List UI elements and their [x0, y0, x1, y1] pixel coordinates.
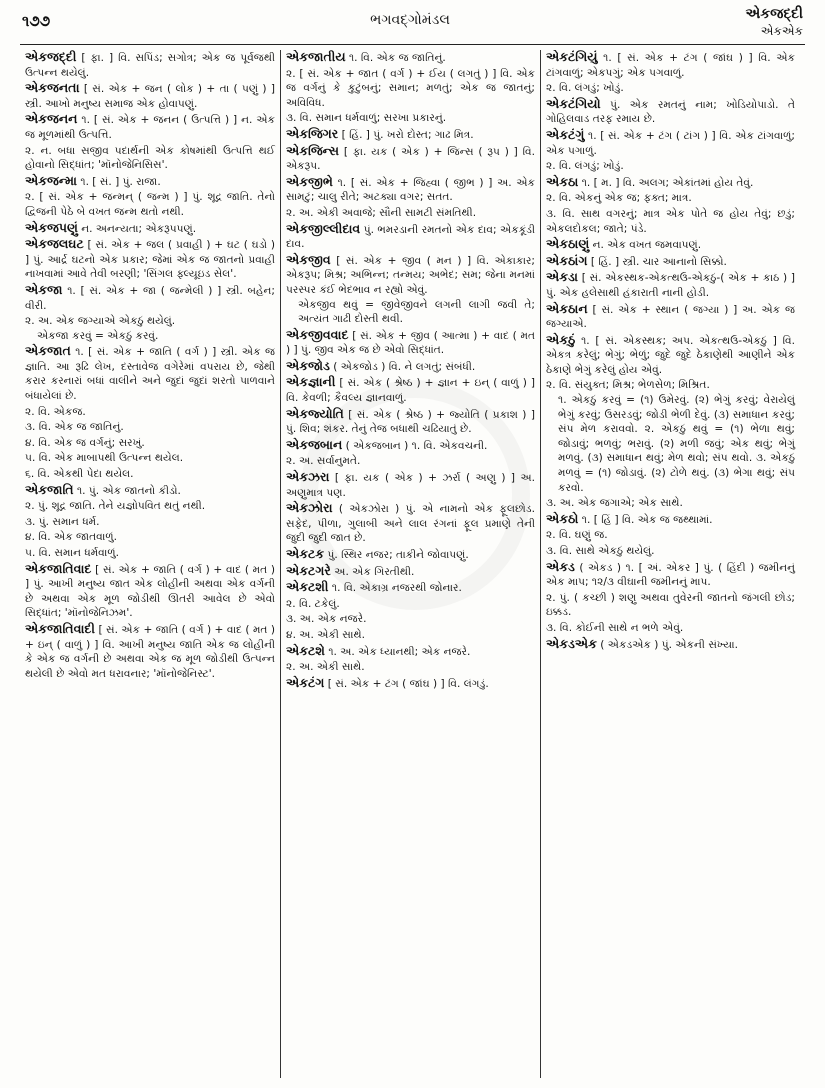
definition: પું. એક રમતનું નામ; ખોડિયોપાડો. તે ગોહિલવાડ તરફ રમાય છે. [546, 98, 795, 126]
dictionary-entry [286, 375, 535, 405]
guide-word-first: એકજદ્દી [745, 6, 803, 22]
dictionary-entry [546, 560, 795, 590]
dictionary-entry [25, 405, 275, 420]
dictionary-entry [25, 112, 275, 142]
headword: એકજાતિ [25, 481, 74, 497]
dictionary-entry [25, 81, 275, 111]
dictionary-entry [546, 270, 795, 300]
dictionary-entry [546, 97, 795, 127]
dictionary-entry [25, 283, 275, 313]
definition: ૨. અ. એકી સાથે. [286, 661, 365, 674]
headword: એકજાતિવાદ [25, 560, 92, 576]
dictionary-entry [25, 546, 275, 561]
headword: એકટશી [286, 579, 329, 595]
definition: [ સં. એક ( શ્રેષ્ઠ ) + જ્યોતિ ( પ્રકાશ ) ] પું. શિવ; શંકર. તેનું તેજ બધાથી ચઢિયાતું છે. [286, 408, 535, 436]
headword: એકજીવ [286, 251, 331, 267]
dictionary-entry [286, 175, 535, 205]
headword: એકજિગર [286, 125, 339, 141]
headword: એકટક [286, 546, 325, 561]
definition: ૧. વિ. એક જ જાતિનું. [348, 52, 446, 64]
page-title: ભગવદ્ગોમંડલ [370, 12, 450, 28]
dictionary-entry [546, 333, 795, 378]
dictionary-entry [546, 378, 795, 495]
guide-words [745, 6, 803, 40]
dictionary-entry [25, 237, 275, 282]
definition: [ સં. એક + જાતિ ( વર્ગ ) + વાદ ( મત ) ] પું. આખી મનુષ્ય જાત એક લોહીની અથવા એક વર્ગની છે અથવા એક મૂળ જોડીથી ઊતરી આવેલ છે એવો સિદ્ધાંત; 'મૉનોજેનિઝમ'. [25, 563, 275, 620]
definition: ૩. પું. સમાન ધર્મ. [25, 515, 100, 528]
definition: ન. એક વખત જમવાપણું. [592, 239, 702, 252]
definition: ૧. [ સં. ] પું. રાજા. [80, 175, 161, 188]
definition: ૩. વિ. સાથે એકઠું થયેલું. [546, 545, 655, 557]
usage-example: એકજીવ થવું = જીવેજીવને લગની લાગી જવી તે; અત્યંત ગાઢી દોસ્તી થવી. [298, 298, 535, 326]
usage-example: ૧. એકઠું કરવું = (૧) ઉમેરવું. (૨) ભેગું કરવું; વેરાયેલું ભેગું કરવું; ઉસરડવું; જોડી ભેળી દેવું. (૩) સમાધાન કરવું; સંપ મેળ કરાવવો. ૨. એકઠું થવું = (૧) ભેળા થવું; જોડાવું; ભળવું; ભરાવું. (૨) મળી જવું; એક થવું; ભેગું મળવું. (૩) સમાધાન થવું; મેળ થવો; સંપ થવો. ૩. એકઠું મળવું = (૧) જોડાવું. (૨) ટોળે થવું. (૩) ભેગા થવું; સંપ કરવો. [558, 394, 795, 494]
headword: એકજાતિવાદી [25, 620, 95, 636]
definition: પું. ભમરડાની રમતનો એક દાવ; એકકૂંડી દાવ. [286, 223, 536, 251]
headword: એકઠાંગ [546, 252, 588, 268]
definition: ૪. વિ. એક જ વર્ગનું; સરખું. [25, 436, 145, 449]
definition: ૪. અ. એકી સાથે. [286, 628, 365, 641]
dictionary-entry [546, 237, 795, 253]
definition: ( એકજબાન ) ૧. વિ. એકવચની. [345, 439, 488, 452]
definition: ૬. વિ. એકથી પેદા થયેલ. [25, 468, 134, 481]
headword: એકઠું [546, 331, 576, 347]
definition: અ. એક ગિરતીથી. [334, 565, 415, 578]
dictionary-entry [286, 644, 535, 660]
headword: એકટગરે [286, 562, 331, 578]
headword: એકટંગું [546, 126, 585, 142]
headword: એકજબાન [286, 436, 343, 452]
page-number: ૧૭૭ [22, 12, 51, 30]
headword: એકડા [546, 269, 578, 285]
dictionary-entry [286, 597, 535, 612]
definition: ( એકડ ) ૧. [ અં. એકર ] પું. ( હિંદી ) જમીનનું એક માપ; ૧૨/૩ વીઘાની જમીનનું માપ. [546, 561, 795, 589]
guide-word-last: એકએક [760, 24, 803, 38]
headword: એકજપણું [25, 219, 78, 235]
dictionary-entry [546, 175, 795, 191]
definition: [ સં. એક + જીવ ( આત્મા ) + વાદ ( મત ) ] પું. જીવ એક જ છે એવો સિદ્ધાંત. [286, 329, 535, 357]
dictionary-entry [546, 544, 795, 559]
dictionary-entry [546, 254, 795, 270]
dictionary-entry [286, 501, 535, 546]
dictionary-entry [546, 512, 795, 528]
headword: એકજ્યોતિ [286, 405, 344, 421]
dictionary-entry [25, 622, 275, 681]
dictionary-entry [25, 344, 275, 403]
dictionary-entry [546, 159, 795, 174]
definition: ૨. વિ. ટકેલું. [286, 597, 340, 610]
dictionary-entry [286, 454, 535, 469]
definition: ૩. વિ. સમાન ધર્મવાળું; સરખા પ્રકારનું. [286, 112, 447, 125]
dictionary-entry [25, 451, 275, 466]
definition: ૩. વિ. કોઈની સાથે ન ભળે એવું. [546, 621, 684, 634]
definition: ૨. વિ. એકજ. [25, 405, 86, 418]
dictionary-entry [25, 530, 275, 545]
definition: ૧. [ હિં ] વિ. એક જ જથ્થામાં. [581, 513, 713, 526]
headword: એકઝોરા [286, 500, 333, 516]
column-2 [280, 50, 540, 1078]
dictionary-entry [286, 676, 535, 692]
dictionary-entry [546, 128, 795, 158]
definition: ૨. અ. એક જગ્યાએ એકઠું થયેલું. [25, 315, 176, 328]
dictionary-entry [286, 67, 535, 111]
headword: એકડએક [546, 635, 597, 651]
headword: એકજદ્દી [25, 50, 77, 64]
definition: ૧. અ. એક ધ્યાનથી; એક નજરે. [328, 645, 471, 658]
definition: ૧. પું. એક જાતનો કીડો. [76, 484, 181, 497]
definition: ૧. [ સં. એક + જનન ( ઉત્પત્તિ ) ] ન. એક જ મૂળમાંથી ઉત્પત્તિ. [25, 114, 275, 141]
dictionary-entry [286, 206, 535, 221]
headword: એકજા [25, 281, 63, 297]
definition: [ સં. એક + જીવ ( મન ) ] વિ. એકાકાર; એકરૂપ; મિશ્ર; અભિન્ન; તન્મય; અભેદ; સમ; જેના મનમાં પરસ્પર કંઈ ભેદભાવ ન રહ્યો એવું. [286, 254, 535, 296]
dictionary-entry [25, 174, 275, 190]
headword: એકઠો [546, 510, 579, 526]
dictionary-entry [286, 612, 535, 627]
dictionary-entry [25, 483, 275, 499]
dictionary-entry [286, 359, 535, 375]
dictionary-entry [286, 547, 535, 563]
definition: પું. સ્થિર નજર; તાકીને જોવાપણું. [327, 549, 469, 561]
definition: ૫. વિ. સમાન ધર્મવાળું. [25, 547, 120, 559]
dictionary-entry [546, 621, 795, 636]
headword: એકજન્મા [25, 172, 77, 188]
headword: એકજનન [25, 111, 78, 127]
page-header [0, 0, 825, 46]
definition: [ સં. એક + ટંગ ( જાંઘ ) ] વિ. લંગડું. [327, 677, 489, 690]
definition: ૨. [ સં. એક + જન્મન્ ( જન્મ ) ] પું. શૂદ્ર જાતિ. તેનો દ્વિજની પેઠે બે વખત જન્મ થતો નથી. [25, 191, 275, 218]
definition: [ સં. એક + જાતિ ( વર્ગ ) + વાદ ( મત ) + ઇન્ ( વાળું ) ] વિ. આખી મનુષ્ય જાતિ એક જ લોહીની કે એક જ વર્ગની છે અથવા એક જ મૂળ જોડીથી ઉત્પન્ન થયેલી છે એવો મત ધરાવનાર; 'મૉનોજેનિસ્ટ'. [25, 623, 275, 680]
definition: [ સં. એક + સ્થાન ( જગ્યા ) ] અ. એક જ જગ્યાએ. [546, 303, 795, 331]
headword: એકઠાણું [546, 236, 590, 252]
headword: એકજ્ઞાની [286, 374, 336, 390]
headword: એકજિન્સ [286, 142, 340, 158]
definition: [ સં. એકસ્થક-એકત્થઉ-એકઠું-( એક + કાઠ ) ] પું. એક હલેસાથી હંકારાતી નાની હોડી. [546, 272, 795, 299]
dictionary-entry [546, 81, 795, 96]
dictionary-entry [25, 314, 275, 343]
dictionary-entry [286, 407, 535, 437]
dictionary-entry [286, 564, 535, 580]
headword: એકજીભે [286, 173, 333, 189]
dictionary-entry [25, 436, 275, 451]
definition: ૧. [ મ. ] વિ. અલગ; એકાંતમાં હોય તેવું. [581, 176, 754, 189]
headword: એકજલઘટ [25, 236, 84, 252]
definition: ૪. વિ. એક જાતવાળું. [25, 531, 117, 544]
headword: એકજનતા [25, 80, 80, 96]
definition: ૨. વિ. લંગડું; ખોડું. [546, 160, 624, 173]
dictionary-entry [25, 515, 275, 530]
definition: [ સં. એક ( શ્રેષ્ઠ ) + જ્ઞાન + ઇન્ ( વાળું ) ] વિ. કેવળી; કૈવલ્ય જ્ઞાનવાળું. [286, 377, 535, 405]
dictionary-entry [25, 50, 275, 80]
definition: ૩. અ. એક જગાએ; એક સાથે. [546, 497, 683, 510]
dictionary-entry [286, 253, 535, 327]
headword: એકઠાન [546, 300, 588, 316]
headword: એકજોડ [286, 357, 330, 373]
dictionary-entry [286, 127, 535, 143]
dictionary-entry [286, 328, 535, 358]
definition: ૨. વિ. લંગડું; ખોડું. [546, 82, 624, 95]
dictionary-entry [546, 302, 795, 332]
headword: એકટંગ [286, 674, 325, 690]
dictionary-entry [286, 222, 535, 252]
definition: ૨. વિ. ઘણું જ. [546, 529, 608, 542]
dictionary-entry [546, 207, 795, 236]
definition: ૧. [ સં. એક + ટંગ ( જાંઘ ) ] વિ. એક ટાંગવાળું; એકપગું; એક પગવાળું. [546, 52, 795, 79]
definition: ૨. વિ. એકનું એક જ; ફક્ત; માત્ર. [546, 192, 692, 205]
column-3 [540, 50, 800, 1078]
dictionary-entry [286, 628, 535, 643]
definition: ૨. અ. સર્વાનુમતે. [286, 455, 361, 468]
definition: ૩. વિ. એક જ જાતિનું. [25, 421, 124, 434]
headword: એકઝરા [286, 469, 330, 485]
definition: [ ફા. યક ( એક ) + જિન્સ ( રૂપ ) ] વિ. એકરૂપ. [286, 145, 535, 173]
definition: ૩. અ. એક નજરે. [286, 613, 367, 626]
definition: ૧. [ સં. એક + જિહ્વા ( જીભ ) ] અ. એક સામટું; ચાલુ રીતે; અટક્યા વગર; સતત. [286, 176, 535, 204]
headword: એકજીવવાદ [286, 326, 349, 342]
definition: [ સં. એક + જન ( લોક ) + તા ( પણું ) ] સ્ત્રી. આખો મનુષ્ય સમાજ એક હોવાપણું. [25, 83, 275, 110]
headword: એકટંગિયો [546, 95, 601, 111]
dictionary-entry [546, 637, 795, 653]
definition: ૨. પું. શૂદ્ર જાતિ. તેને યજ્ઞોપવિત થતું નથી. [25, 500, 206, 513]
definition: ( એકડએક ) પું. એકની સંખ્યા. [600, 638, 738, 651]
dictionary-entry [286, 111, 535, 126]
dictionary-entry [286, 438, 535, 454]
dictionary-entry [546, 50, 795, 80]
headword: એકઠા [546, 173, 579, 189]
headword: એકટશે [286, 642, 325, 658]
dictionary-entry [546, 591, 795, 620]
definition: ( એકજોડ ) વિ. ને લગતું; સંબંધી. [333, 360, 476, 373]
definition: [ ફા. યક ( એક ) + ઝર્રા ( અણુ ) ] અ. અણુમાત્ર પણ. [286, 472, 535, 499]
dictionary-entry [25, 144, 275, 173]
dictionary-entry [286, 144, 535, 174]
definition: ન. અનન્યતા; એકરૂપપણું. [81, 222, 197, 235]
headword: એકજાતીય [286, 50, 346, 64]
dictionary-entry [286, 660, 535, 675]
dictionary-entry [25, 221, 275, 237]
usage-example: એકજા કરવું = એકઠું કરવું. [37, 329, 159, 342]
headword: એકટંગિયું [546, 50, 598, 64]
dictionary-columns [20, 50, 805, 1078]
dictionary-entry [286, 50, 535, 66]
dictionary-entry [25, 467, 275, 482]
definition: ૨. [ સં. એક + જાત ( વર્ગ ) + ઈય ( લગતું ) ] વિ. એક જ વર્ગનું કે કુટુંબનું; સમાન; મળતું; એક જ જાતનું; અવિવિધ. [286, 67, 535, 109]
definition: ૨. વિ. સંયુક્ત; મિશ્ર; ભેળસેળ; મિશ્રિત. [546, 379, 710, 392]
definition: [ હિં. ] સ્ત્રી. ચાર આનાનો સિક્કો. [590, 255, 727, 268]
dictionary-entry [25, 499, 275, 514]
definition: ૧. વિ. એકાગ્ર નજરથી જોનાર. [331, 582, 462, 595]
definition: ૧. [ સં. એક + ટંગ ( ટાંગ ) ] વિ. એક ટાંગવાળું; એક પગાળું. [546, 129, 795, 157]
dictionary-entry [286, 470, 535, 500]
definition: ( એકઝોરા ) પું. એ નામનો એક ફૂલછોડ. સફેદ, પીળા, ગુલાબી અને લાલ રંગનાં ફૂલ પ્રમાણે તેની જુદી જુદી જાત છે. [286, 503, 535, 545]
dictionary-entry [286, 580, 535, 596]
definition: [ સં. એક + જલ ( પ્રવાહી ) + ઘટ ( ઘડો ) ] પું. આર્દ્ર ઘટનો એક પ્રકાર; જેમાં એક જ જાતનો પ્રવાહી નાખવામાં આવે તેવી બરણી; 'સિંગલ ફ્લ્યૂઇડ સેલ'. [25, 239, 275, 281]
definition: ૨. પું. ( કચ્છી ) શણુ અથવા તુવેરની જાતનો જંગલી છોડ; ઇક્કડ. [546, 591, 795, 619]
dictionary-entry [25, 562, 275, 621]
headword: એકડ [546, 558, 575, 574]
header-rule [20, 44, 805, 45]
dictionary-entry [25, 190, 275, 219]
definition: ૩. વિ. સાથ વગરનું; માત્ર એક પોતે જ હોય તેવું; છડું; એકલદોકલ; જાતે; પંડે. [546, 207, 795, 235]
definition: ૧. [ સં. એકસ્થક; અપ. એકત્થઉ-એકઠું ] વિ. એકત્ર કરેલું; ભેગું; ભેળું; જુદે જુદે ઠેકાણેથી આણીને એક ઠેકાણે ભેગું કરેલું હોય એવું. [546, 334, 795, 376]
dictionary-entry [546, 528, 795, 543]
dictionary-entry [25, 420, 275, 435]
dictionary-entry [546, 191, 795, 206]
definition: [ ફા. ] વિ. સપિંડ; સગોત્ર; એક જ પૂર્વજથી ઉત્પન્ન થયેલું. [25, 52, 275, 79]
definition: ૫. વિ. એક માબાપથી ઉત્પન્ન થયેલ. [25, 452, 184, 465]
column-1 [20, 50, 280, 1078]
headword: એકજાત [25, 343, 71, 359]
dictionary-entry [546, 496, 795, 511]
definition: [ હિં. ] પું. ખરો દોસ્ત; ગાઢ મિત્ર. [341, 128, 474, 141]
definition: ૧. [ સં. એક + જા ( જન્મેલી ) ] સ્ત્રી. બહેન; વીરી. [25, 284, 275, 312]
definition: ૧. [ સં. એક + જાતિ ( વર્ગ ) ] સ્ત્રી. એક જ જ્ઞાતિ. આ રૂઢિ લેખ, દસ્તાવેજ વગેરેમાં વપરાય છે, જેથી કરાર કરનારાં બધાં વાલીને અને જુદાં જુદાં શરતો પાળવાને બંધાયેલાં છે. [25, 346, 275, 403]
headword: એકજીલ્લીદાવ [286, 220, 361, 236]
definition: ૨. ન. બધા સજીવ પદાર્થની એક કોષમાંથી ઉત્પત્તિ થઈ હોવાનો સિદ્ધાંત; 'મૉનોજેનિસિસ'. [25, 144, 275, 172]
definition: ૨. અ. એકી અવાજે; સૌની સામટી સંમતિથી. [286, 206, 477, 219]
